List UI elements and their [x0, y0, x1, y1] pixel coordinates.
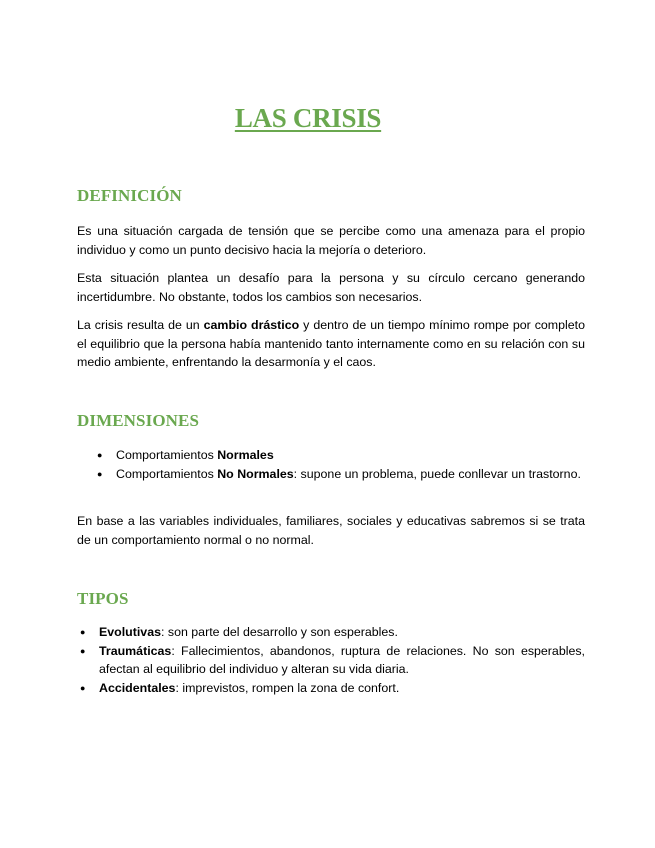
item-bold: Accidentales [99, 680, 176, 695]
item-rest: : imprevistos, rompen la zona de confort. [175, 680, 400, 695]
item-prefix: Comportamientos [116, 466, 218, 481]
list-item [97, 446, 585, 465]
list-item [80, 623, 585, 642]
bullet-icon: ● [80, 682, 86, 693]
tipos-list [80, 623, 585, 697]
item-rest: : Fallecimientos, abandonos, ruptura de relaciones. No son esperables, afectan al equilibrio del individuo y alteran su vida diaria. [99, 643, 585, 676]
item-prefix: Comportamientos [116, 448, 218, 462]
list-item [97, 465, 585, 484]
section-heading-definicion: DEFINICIÓN [77, 186, 182, 205]
list-item [80, 679, 585, 698]
section-heading-tipos: TIPOS [77, 589, 129, 608]
item-bold: Evolutivas [99, 625, 161, 639]
page-title: LAS CRISIS [234, 103, 382, 133]
definicion-paragraph-1: Es una situación cargada de tensión que se percibe como una amenaza para el propio individuo y como un punto decisivo hacia la mejoría o deterioro. [77, 224, 585, 257]
dimensiones-list [97, 446, 585, 483]
bold-term: cambio drástico [203, 318, 300, 332]
paragraph-text: y dentro de un tiempo mínimo rompe por completo el equilibrio que la persona había mantenido tanto internamente como en su relación con su medio ambiente, enfrentando la desarmonía y el caos. [77, 318, 585, 369]
section-heading-dimensiones: DIMENSIONES [77, 411, 200, 430]
dimensiones-paragraph: En base a las variables individuales, familiares, sociales y educativas sabremos si se trata de un comportamiento normal o no normal. [77, 514, 585, 547]
bullet-icon: ● [97, 450, 103, 460]
item-bold: Normales [217, 448, 274, 462]
paragraph-text: La crisis resulta de un [77, 318, 204, 332]
bullet-icon: ● [80, 627, 86, 637]
item-rest: : supone un problema, puede conllevar un trastorno. [293, 466, 581, 481]
item-bold: No Normales [217, 466, 294, 481]
item-rest: : son parte del desarrollo y son esperables. [160, 625, 398, 639]
item-bold: Traumáticas [99, 643, 172, 658]
definicion-paragraph-3 [77, 316, 585, 372]
bullet-icon: ● [80, 645, 86, 656]
bullet-icon: ● [97, 468, 103, 479]
list-item [80, 642, 585, 679]
definicion-paragraph-2: Esta situación plantea un desafío para la persona y su círculo cercano generando incertidumbre. No obstante, todos los cambios son necesarios. [77, 271, 585, 304]
